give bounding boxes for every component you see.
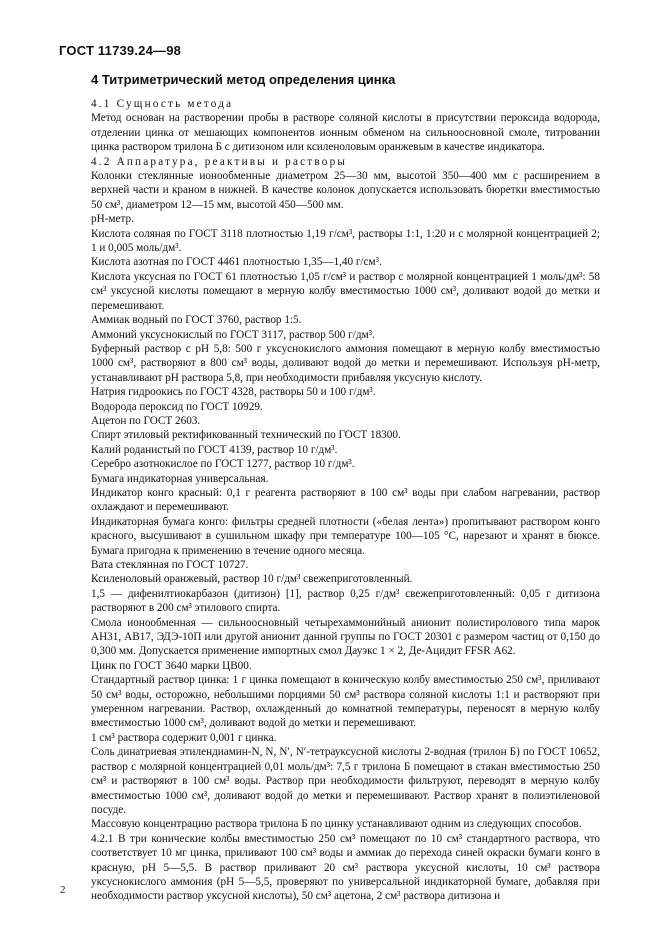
paragraph: Кислота уксусная по ГОСТ 61 плотностью 1,05 г/см³ и раствор с молярной концентрацией 1 моль/дм³: 58 см³ уксусной кислоты помещают в мерную колбу вместимостью 1000 см³, доливают водой до метки и перемешивают. — [91, 270, 600, 312]
paragraph: Соль динатриевая этилендиамин-N, N, N′, N′-тетрауксусной кислоты 2-водная (трилон Б) по ГОСТ 10652, раствор с молярной концентрацией 0,01 моль/дм³: 7,5 г трилона Б помещают в стакан вместимостью 250 см³ и растворяют в 100 см³ воды. Раствор при необходимости фильтруют, переводят в мерную колбу вместимостью 1000 см³, доливают водой до метки и перемешивают. Раствор хранят в полиэтиленовой посуде. — [91, 746, 600, 816]
subsection-essence: 4.1 Сущность метода — [91, 98, 234, 110]
paragraph: Бумага индикаторная универсальная. — [91, 472, 269, 485]
paragraph: Аммиак водный по ГОСТ 3760, раствор 1:5. — [91, 314, 302, 327]
paragraph: Спирт этиловый ректификованный технический по ГОСТ 18300. — [91, 429, 401, 442]
body-text — [91, 97, 600, 904]
paragraph: Натрия гидроокись по ГОСТ 4328, растворы 50 и 100 г/дм³. — [91, 386, 376, 399]
paragraph: Серебро азотнокислое по ГОСТ 1277, раствор 10 г/дм³. — [91, 458, 355, 471]
paragraph: Кислота азотная по ГОСТ 4461 плотностью 1,35—1,40 г/см³. — [91, 256, 382, 269]
paragraph: Стандартный раствор цинка: 1 г цинка помещают в коническую колбу вместимостью 250 см³, приливают 50 см³ воды, осторожно, небольшими порциями 50 см³ раствора соляной кислоты 1:1 и растворяют при умеренном нагревании. Раствор, охлажденный до комнатной температуры, переносят в мерную колбу вместимостью 1000 см³, доливают водой до метки и перемешивают. — [91, 674, 600, 730]
paragraph: Цинк по ГОСТ 3640 марки ЦВ00. — [91, 659, 252, 672]
paragraph: Метод основан на растворении пробы в растворе соляной кислоты в присутствии пероксида водорода, отделении цинка от мешающих компонентов ионным обменом на сильноосновной смоле, титровании цинка раствором трилона Б с дитизоном или ксиленоловым оранжевым в качестве индикатора. — [91, 112, 600, 154]
paragraph: Массовую концентрацию раствора трилона Б по цинку устанавливают одним из следующих способов. — [91, 818, 582, 831]
paragraph: Индикаторная бумага конго: фильтры средней плотности («белая лента») пропитывают раствором конго красного, высушивают в сушильном шкафу при температуре 100—105 °С, нарезают и хранят в бюксе. Бумага пригодна к применению в течение одного месяца. — [91, 515, 600, 557]
paragraph: Буферный раствор с рН 5,8: 500 г уксуснокислого аммония помещают в мерную колбу вместимостью 1000 см³, растворяют в 800 см³ воды, доливают водой до метки и перемешивают. Используя рН-метр, устанавливают рН раствора 5,8, при необходимости прибавляя уксусную кислоту. — [91, 342, 600, 384]
paragraph: 4.2.1 В три конические колбы вместимостью 250 см³ помещают по 10 см³ стандартного раствора, что соответствует 10 мг цинка, приливают 100 см³ воды и аммиак до перехода синей окраски бумаги конго в красную, рН 5—5,5. В раствор приливают 20 см³ раствора уксусной кислоты, 10 см³ раствора уксуснокислого аммония (рН 5—5,5, проверяют по универсальной индикаторной бумаге, добавляя при необходимости раствор уксусной кислоты), 50 см³ ацетона, 2 см³ раствора дитизона и — [91, 832, 600, 903]
paragraph: Калий роданистый по ГОСТ 4139, раствор 10 г/дм³. — [91, 443, 338, 456]
subsection-apparatus: 4.2 Аппаратура, реактивы и растворы — [91, 155, 348, 168]
paragraph: Кислота соляная по ГОСТ 3118 плотностью 1,19 г/см³, растворы 1:1, 1:20 и с молярной концентрацией 2; 1 и 0,005 моль/дм³. — [91, 227, 600, 255]
section-title: 4 Титриметрический метод определения цинка — [91, 72, 396, 87]
paragraph: Вата стеклянная по ГОСТ 10727. — [91, 559, 249, 571]
paragraph: Ацетон по ГОСТ 2603. — [91, 414, 201, 427]
paragraph: Колонки стеклянные ионообменные диаметром 25—30 мм, высотой 350—400 мм с расширением в верхней части и краном в нижней. В качестве колонок допускается использовать бюретки вместимостью 50 см³, диаметром 12—15 мм, высотой 450—500 мм. — [91, 170, 600, 211]
paragraph: 1,5 — дифенилтиокарбазон (дитизон) [1], раствор 0,25 г/дм³ свежеприготовленный: 0,05 г дитизона растворяют в 200 см³ этилового спирта. — [91, 587, 600, 615]
paragraph: Водорода пероксид по ГОСТ 10929. — [91, 400, 263, 413]
document-header: ГОСТ 11739.24—98 — [59, 43, 182, 58]
page-number: 2 — [60, 884, 66, 896]
paragraph: Ксиленоловый оранжевый, раствор 10 г/дм³ свежеприготовленный. — [91, 573, 413, 586]
paragraph: 1 см³ раствора содержит 0,001 г цинка. — [91, 731, 277, 744]
paragraph: Аммоний уксуснокислый по ГОСТ 3117, раствор 500 г/дм³. — [91, 328, 375, 341]
paragraph: Смола ионообменная — сильноосновный четырехаммонийный анионит полистиролового типа марок АН31, АВ17, ЭДЭ-10П или другой анионит данной группы по ГОСТ 20301 с размером частиц от 0,150 до 0,300 мм. Допускается применение импортных смол Дауэкс 1 × 2, Де-Ацидит FFSR А62. — [91, 616, 600, 658]
paragraph: рН-метр. — [91, 213, 134, 226]
paragraph: Индикатор конго красный: 0,1 г реагента растворяют в 100 см³ воды при слабом нагревании, раствор охлаждают и перемешивают. — [91, 486, 600, 514]
